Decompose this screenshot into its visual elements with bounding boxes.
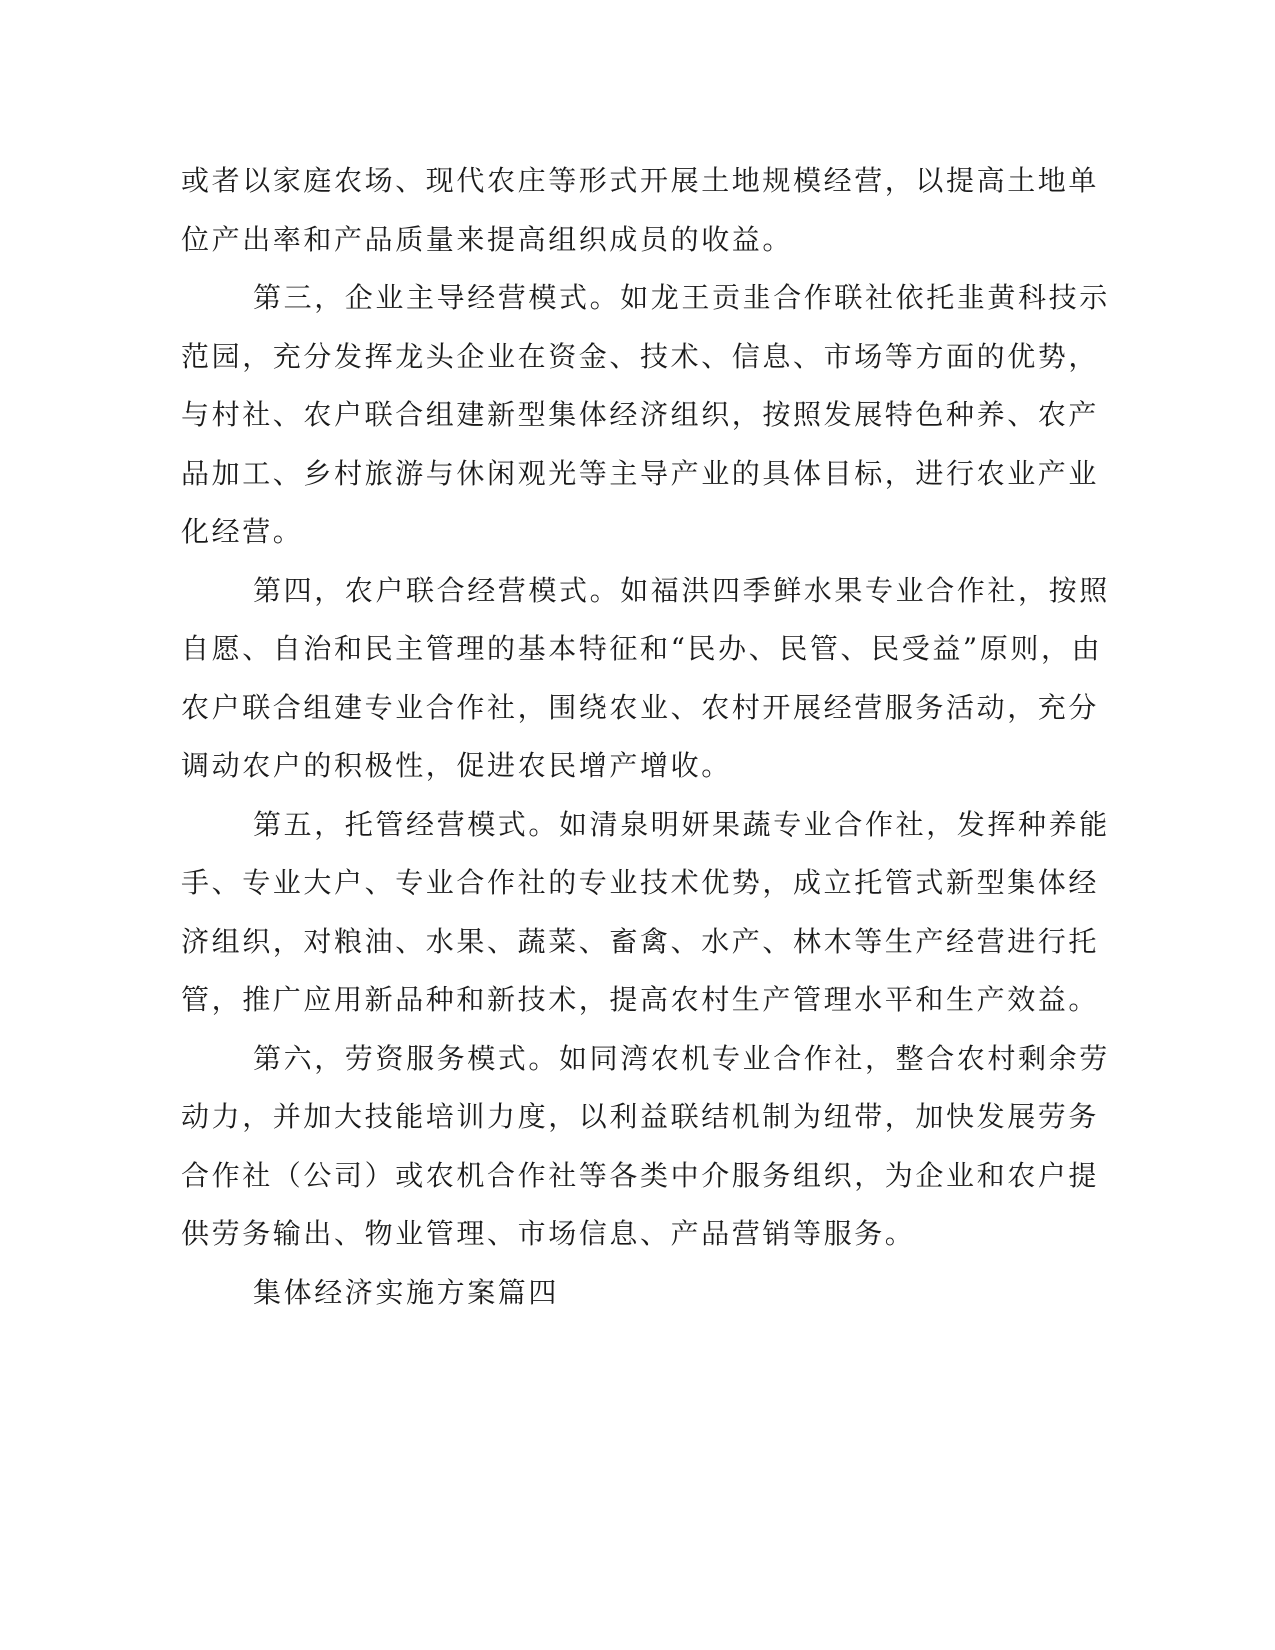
text-line: 化经营。 bbox=[181, 515, 304, 548]
text-line: 手、专业大户、专业合作社的专业技术优势，成立托管式新型集体经 bbox=[181, 866, 1100, 899]
text-line: 与村社、农户联合组建新型集体经济组织，按照发展特色种养、农产 bbox=[181, 398, 1100, 431]
text-line: 管，推广应用新品种和新技术，提高农村生产管理水平和生产效益。 bbox=[181, 983, 1100, 1016]
text-line: 或者以家庭农场、现代农庄等形式开展土地规模经营，以提高土地单 bbox=[181, 164, 1100, 197]
paragraph-start-line: 第三，企业主导经营模式。如龙王贡韭合作联社依托韭黄科技示 bbox=[253, 281, 1110, 314]
text-line: 位产出率和产品质量来提高组织成员的收益。 bbox=[181, 222, 794, 256]
paragraph-start-line: 第四，农户联合经营模式。如福洪四季鲜水果专业合作社，按照 bbox=[253, 573, 1110, 607]
text-line: 自愿、自治和民主管理的基本特征和“民办、民管、民受益”原则，由 bbox=[181, 632, 1103, 665]
text-line: 范园，充分发挥龙头企业在资金、技术、信息、市场等方面的优势， bbox=[181, 339, 1100, 373]
document-body bbox=[181, 152, 1110, 1322]
text-line: 合作社（公司）或农机合作社等各类中介服务组织，为企业和农户提 bbox=[181, 1158, 1100, 1192]
text-line: 供劳务输出、物业管理、市场信息、产品营销等服务。 bbox=[181, 1217, 916, 1250]
section-heading: 集体经济实施方案篇四 bbox=[253, 1275, 560, 1309]
paragraph-start-line: 第六，劳资服务模式。如同湾农机专业合作社，整合农村剩余劳 bbox=[253, 1041, 1110, 1075]
paragraph-start-line: 第五，托管经营模式。如清泉明妍果蔬专业合作社，发挥种养能 bbox=[253, 807, 1110, 841]
text-line: 农户联合组建专业合作社，围绕农业、农村开展经营服务活动，充分 bbox=[181, 690, 1100, 724]
text-line: 动力，并加大技能培训力度，以利益联结机制为纽带，加快发展劳务 bbox=[181, 1100, 1100, 1133]
text-line: 调动农户的积极性，促进农民增产增收。 bbox=[181, 749, 732, 782]
text-line: 济组织，对粮油、水果、蔬菜、畜禽、水产、林木等生产经营进行托 bbox=[181, 924, 1100, 958]
text-line: 品加工、乡村旅游与休闲观光等主导产业的具体目标，进行农业产业 bbox=[181, 456, 1100, 490]
